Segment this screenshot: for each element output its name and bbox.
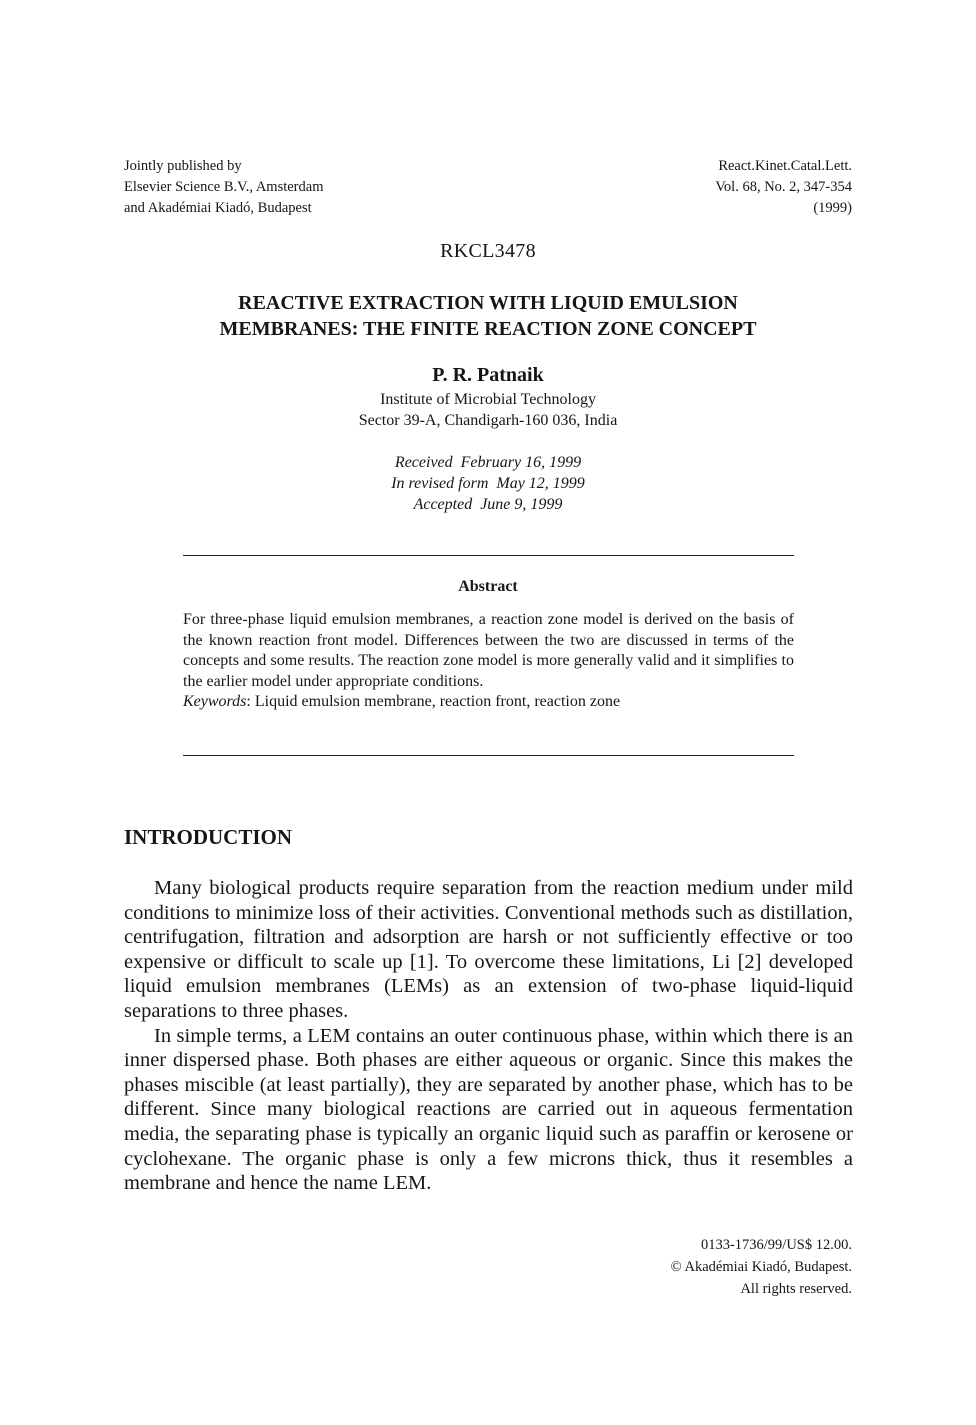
accepted-date: Accepted June 9, 1999 [413, 496, 563, 513]
keywords-label: Keywords [183, 693, 247, 710]
introduction-heading: INTRODUCTION [124, 825, 293, 849]
author-name: P. R. Patnaik [432, 364, 544, 386]
publisher-line: Jointly published by [124, 158, 242, 174]
introduction-body [124, 876, 853, 1196]
journal-year: (1999) [813, 200, 852, 216]
submission-dates [0, 452, 976, 515]
copyright-footer [671, 1234, 852, 1300]
rights-statement: All rights reserved. [740, 1281, 852, 1297]
title-line: REACTIVE EXTRACTION WITH LIQUID EMULSION [238, 292, 738, 314]
abstract-top-divider [183, 555, 794, 556]
copyright-holder: © Akadémiai Kiadó, Budapest. [670, 1259, 852, 1275]
publisher-line: and Akadémiai Kiadó, Budapest [124, 200, 312, 216]
article-code: RKCL3478 [440, 240, 536, 262]
abstract-heading: Abstract [458, 578, 518, 595]
journal-volume: Vol. 68, No. 2, 347-354 [715, 179, 852, 195]
paragraph: In simple terms, a LEM contains an outer continuous phase, within which there is an inner dispersed phase. Both phases are either aqueous or organic. Since this makes the phases miscible (at least partially), they are separated by another phase, which has to be different. Since many biological reactions are carried out in aqueous fermentation media, the separating phase is typically an organic liquid such as paraffin or kerosene or cyclohexane. The organic phase is only a few microns thick, thus it resembles a membrane and hence the name LEM. [124, 1024, 853, 1195]
abstract-body [183, 610, 794, 713]
abstract-text: For three-phase liquid emulsion membranes, a reaction zone model is derived on the basis of the known reaction front model. Differences between the two are discussed in terms of the concepts and some results. The reaction zone model is more generally valid and it simplifies to the earlier model under appropriate conditions. [183, 611, 794, 690]
journal-name: React.Kinet.Catal.Lett. [718, 158, 852, 174]
paragraph: Many biological products require separation from the reaction medium under mild conditions to minimize loss of their activities. Conventional methods such as distillation, centrifugation, filtration and adsorption are harsh or not sufficiently effective or too expensive or difficult to scale up [1]. To overcome these limitations, Li [2] developed liquid emulsion membranes (LEMs) as an extension of two-phase liquid-liquid separations to three phases. [124, 877, 853, 1022]
title-line: MEMBRANES: THE FINITE REACTION ZONE CONCEPT [219, 318, 757, 340]
received-date: Received February 16, 1999 [394, 454, 582, 471]
keywords [183, 692, 794, 713]
publisher-info [124, 156, 323, 219]
publisher-line: Elsevier Science B.V., Amsterdam [124, 179, 324, 195]
journal-citation [715, 156, 852, 219]
revised-date: In revised form May 12, 1999 [391, 475, 585, 492]
affiliation [0, 389, 976, 431]
keywords-list: : Liquid emulsion membrane, reaction front, reaction zone [246, 693, 621, 710]
paper-title [0, 290, 976, 342]
price-code: 0133-1736/99/US$ 12.00. [700, 1237, 852, 1253]
abstract-bottom-divider [183, 755, 794, 756]
affiliation-line: Sector 39-A, Chandigarh-160 036, India [358, 412, 618, 429]
affiliation-line: Institute of Microbial Technology [380, 391, 596, 408]
